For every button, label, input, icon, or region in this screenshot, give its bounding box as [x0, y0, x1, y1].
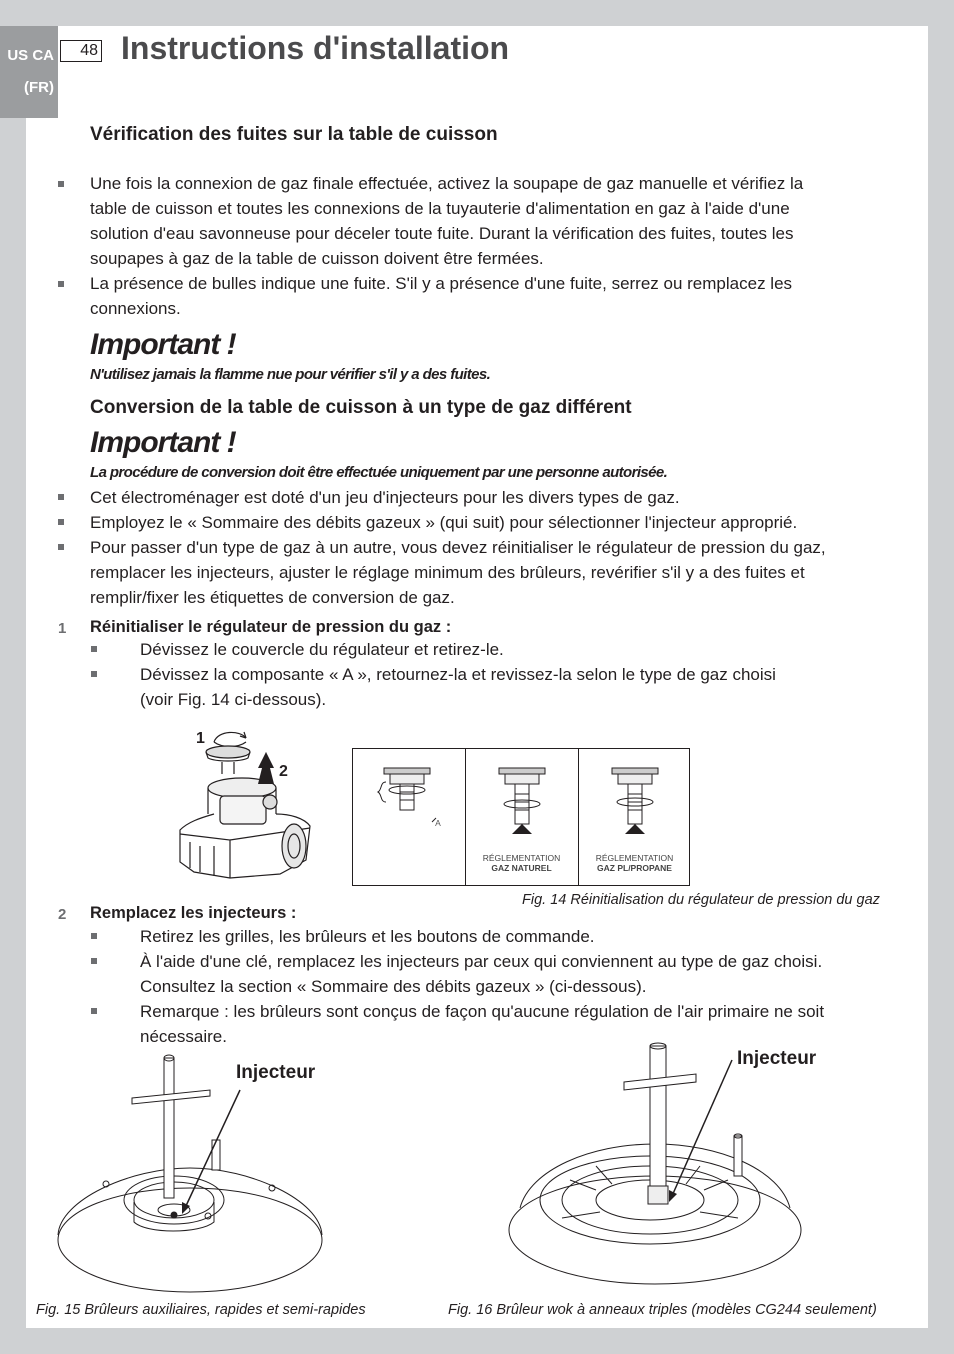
fig14-label-2: 2 [279, 763, 288, 780]
fig14-caption: Fig. 14 Réinitialisation du régulateur de pression du gaz [522, 892, 880, 908]
fig14-propane-label: RÉGLEMENTATION GAZ PL/PROPANE [595, 853, 674, 873]
bullet-marker [58, 181, 64, 187]
list-item: La présence de bulles indique une fuite. S'il y a présence d'une fuite, serrez ou remplacez les connexions. [90, 274, 793, 318]
list-item: Une fois la connexion de gaz finale effectuée, activez la soupape de gaz manuelle et vérifiez la table de cuisson et toutes les connexions de la tuyauterie d'alimentation en gaz à l'aide d'une solution d'eau savonneuse pour déceler toute fuite. Durant la vérification des fuites, toutes les soupapes à gaz de la table de cuisson doivent être fermées. [90, 174, 804, 268]
list-item: Employez le « Sommaire des débits gazeux » (qui suit) pour sélectionner l'injecteur approprié. [90, 513, 798, 532]
fig16-caption: Fig. 16 Brûleur wok à anneaux triples (modèles CG244 seulement) [448, 1302, 877, 1318]
bullet-marker [91, 958, 97, 964]
fig15-caption: Fig. 15 Brûleurs auxiliaires, rapides et semi-rapides [36, 1302, 366, 1318]
important-note: La procédure de conversion doit être effectuée uniquement par une personne autorisée. [90, 464, 668, 481]
auxiliary-burner-illustration [50, 1050, 340, 1296]
bullet-marker [91, 646, 97, 652]
section-heading-leak-check: Vérification des fuites sur la table de cuisson [90, 124, 498, 145]
bullet-marker [58, 544, 64, 550]
list-item: Cet électroménager est doté d'un jeu d'injecteurs pour les divers types de gaz. [90, 488, 680, 507]
list-item: Retirez les grilles, les brûleurs et les boutons de commande. [140, 927, 595, 946]
list-item: Dévissez le couvercle du régulateur et retirez-le. [140, 640, 504, 659]
important-note: N'utilisez jamais la flamme nue pour vérifier s'il y a des fuites. [90, 366, 491, 383]
page-title: Instructions d'installation [121, 30, 510, 66]
list-item: À l'aide d'une clé, remplacez les injecteurs par ceux qui conviennent au type de gaz choisi. Consultez la section « Sommaire des débits gazeux » (ci-dessous). [140, 952, 823, 996]
bullet-marker [91, 1008, 97, 1014]
step-number: 2 [58, 906, 67, 923]
bullet-marker [58, 519, 64, 525]
fig15-injector-label: Injecteur [236, 1062, 316, 1083]
page-number: 48 [60, 40, 102, 62]
fig14-label-1: 1 [196, 730, 205, 747]
step-title: Réinitialiser le régulateur de pression du gaz : [90, 618, 452, 636]
region-tab [0, 26, 58, 118]
fig14-label-a: A [435, 818, 441, 828]
step-number: 1 [58, 620, 67, 637]
section-heading-conversion: Conversion de la table de cuisson à un type de gaz différent [90, 397, 632, 418]
fig14-natural-gas-label: RÉGLEMENTATION GAZ NATUREL [482, 853, 561, 873]
language-label: (FR) [24, 79, 54, 96]
important-title: Important ! [90, 426, 236, 459]
bullet-marker [91, 671, 97, 677]
step-title: Remplacez les injecteurs : [90, 904, 297, 922]
fig16-injector-label: Injecteur [737, 1048, 817, 1069]
important-title: Important ! [90, 328, 236, 361]
bullet-marker [91, 933, 97, 939]
list-item: Pour passer d'un type de gaz à un autre, vous devez réinitialiser le régulateur de pression du gaz, remplacer les injecteurs, ajuster le réglage minimum des brûleurs, revérifier s'il y a des fuites et remplir/fixer les étiquettes de conversion de gaz. [90, 538, 826, 607]
list-item: Dévissez la composante « A », retournez-la et revissez-la selon le type de gaz choisi (voir Fig. 14 ci-dessous). [140, 665, 776, 709]
bullet-marker [58, 494, 64, 500]
region-label: US CA [7, 47, 54, 64]
bullet-marker [58, 281, 64, 287]
wok-burner-illustration [500, 1040, 810, 1296]
list-item: Remarque : les brûleurs sont conçus de façon qu'aucune régulation de l'air primaire ne soit nécessaire. [140, 1002, 825, 1046]
